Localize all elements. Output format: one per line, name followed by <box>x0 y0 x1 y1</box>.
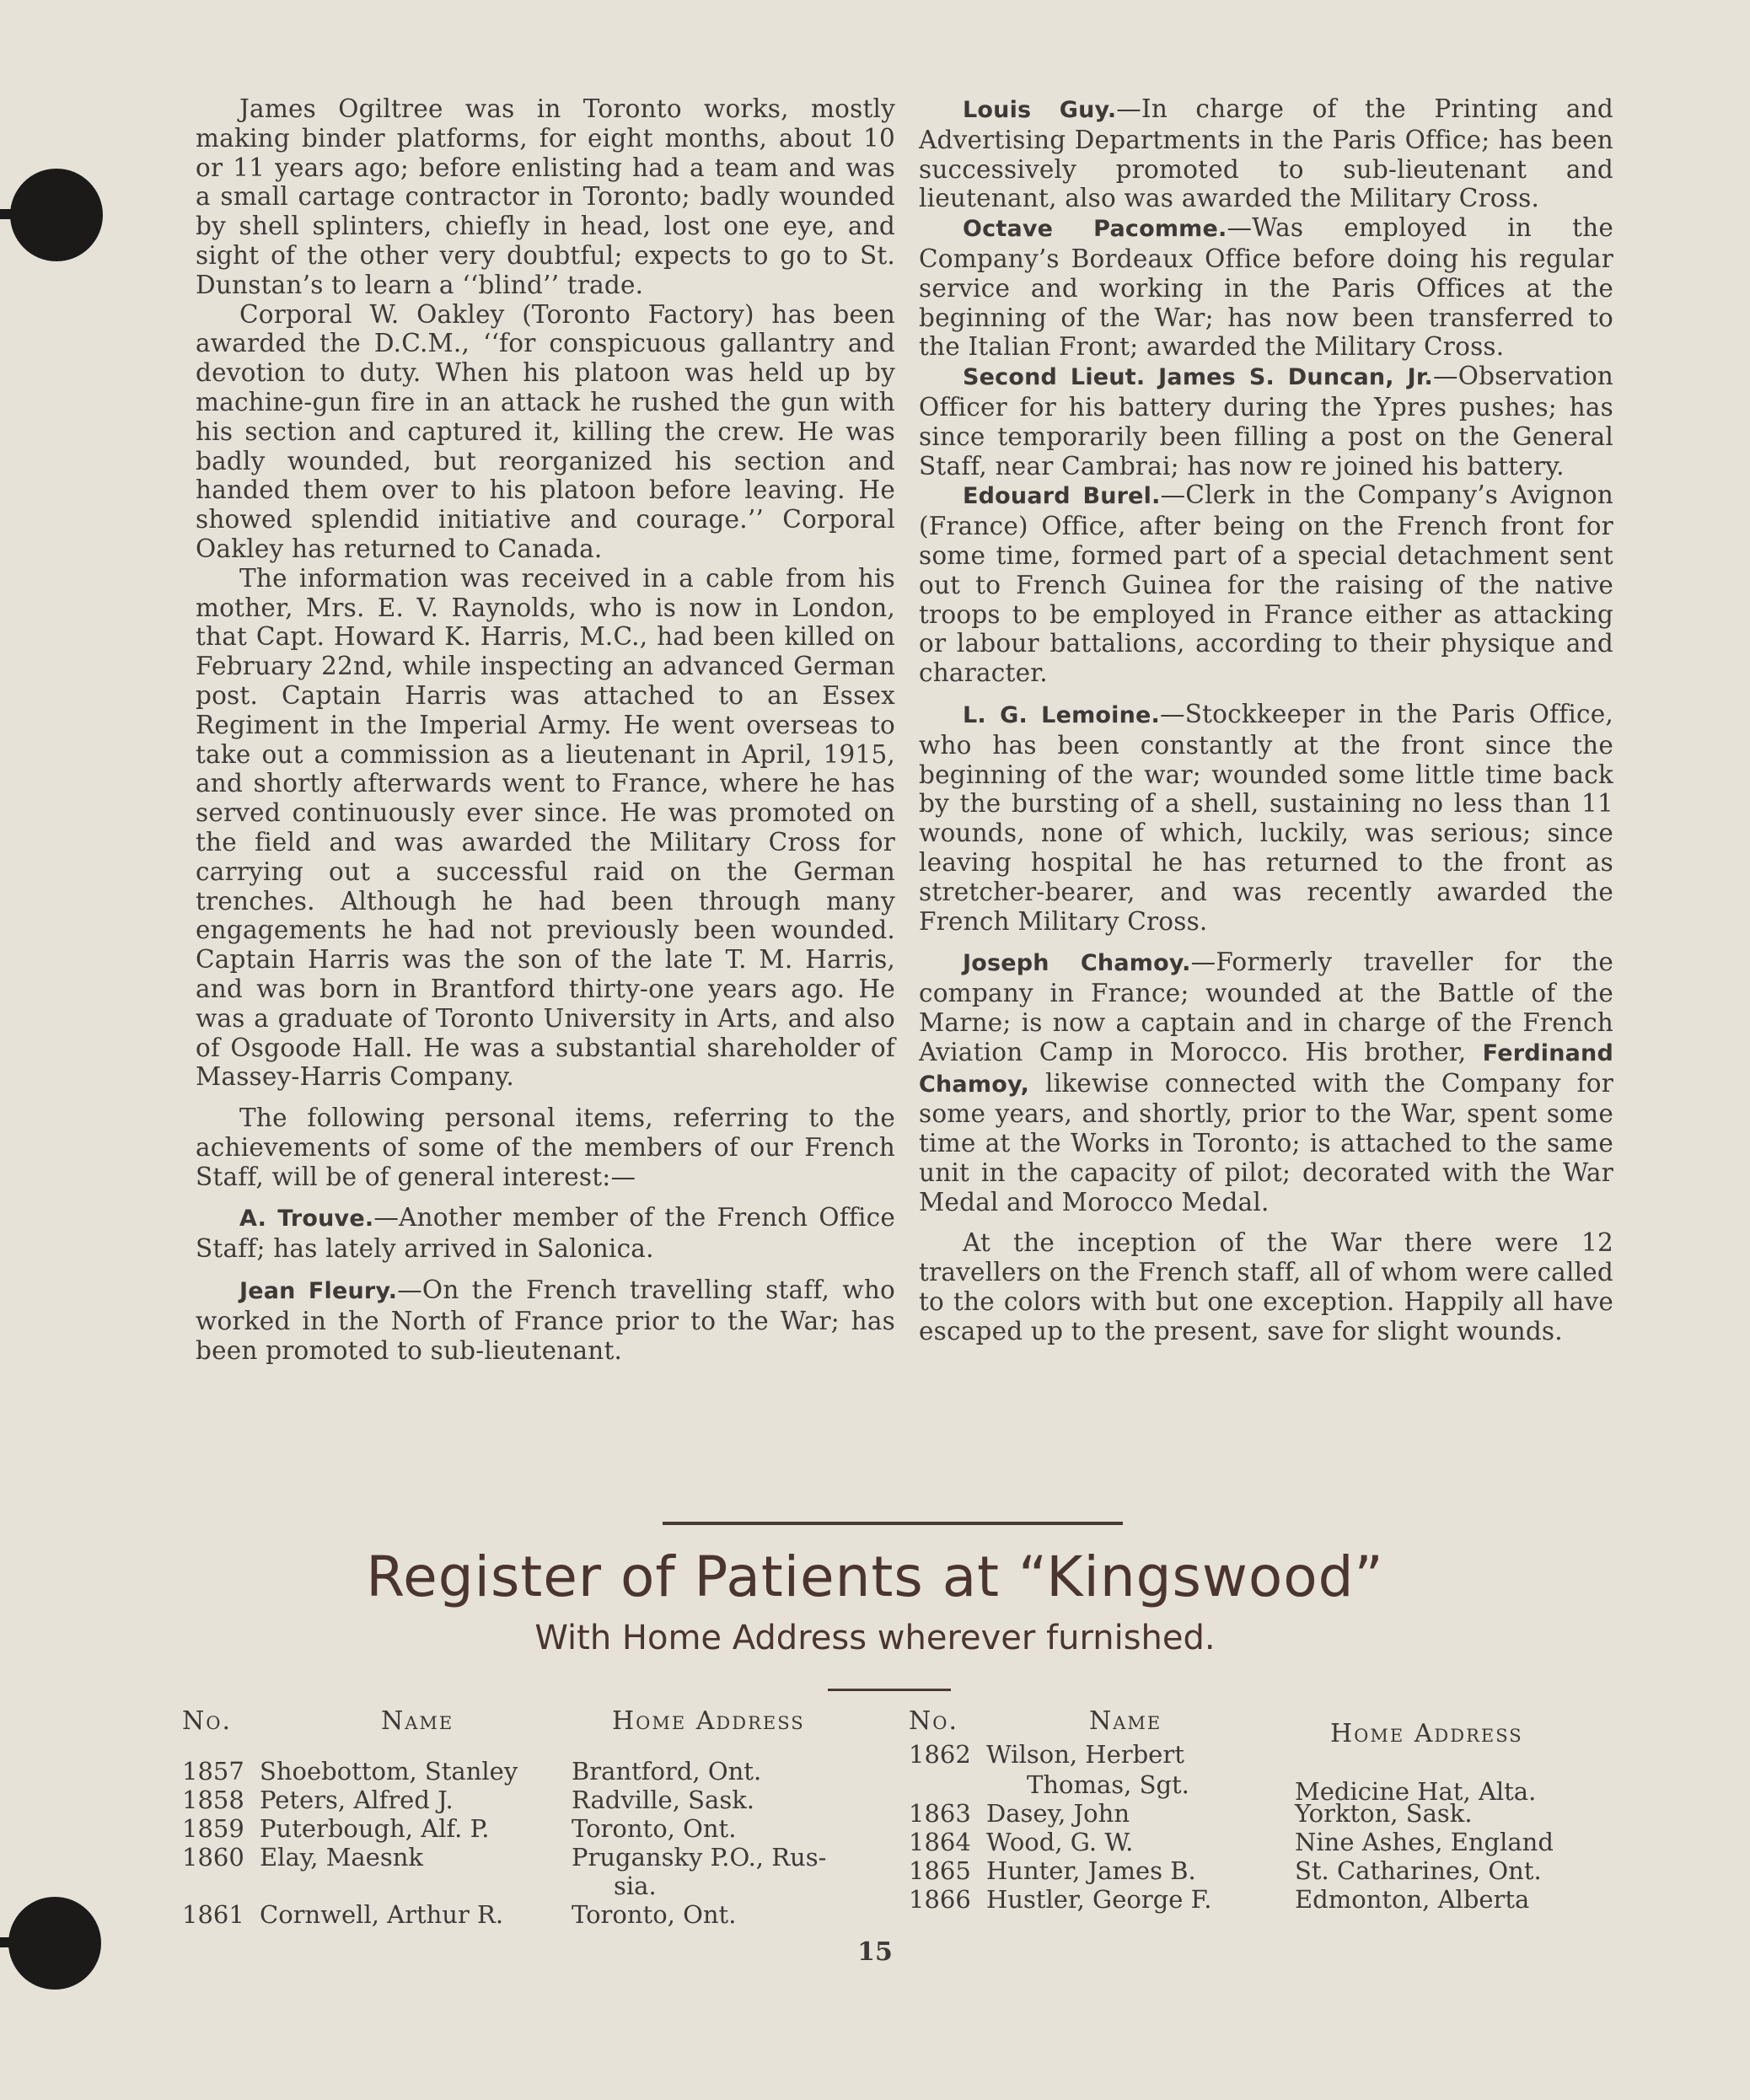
table-row-continued <box>909 1770 1608 1806</box>
person-name: Louis Guy. <box>963 97 1117 123</box>
item-fleury <box>196 1276 895 1365</box>
header-name: Name <box>1089 1706 1162 1736</box>
person-name-secondary: Ferdinand Chamoy, <box>919 1039 1613 1098</box>
table-row <box>182 1901 856 1930</box>
item-text: —Formerly traveller for the company in France; wounded at the Battle of the Marne; is now a captain and in charge of the French Aviation Camp in Morocco. His brother, <box>919 948 1613 1066</box>
right-column <box>919 94 1613 1346</box>
header-address: Home Address <box>612 1706 805 1736</box>
item-text: —Clerk in the Company’s Avignon (France) Office, after being on the French front for some time, formed part of a special detachment sent out to French Guinea for the raising of the native troops to be employed in France either as attacking or labour battalions, according to their physique and character. <box>919 481 1613 688</box>
patient-address-continued: sia. <box>614 1872 657 1900</box>
item-pacomme <box>919 213 1613 362</box>
paragraph-ogiltree: James Ogiltree was in Toronto works, mostly making binder platforms, for eight months, about 10 or 11 years ago; before enlisting had a team and was a small cartage contractor in Toronto; badly wounded by shell splinters, chiefly in head, lost one eye, and sight of the other very doubtful; expects to go to St. Dunstan’s to learn a ‘‘blind’’ trade. <box>196 94 895 299</box>
patient-name-continued: Thomas, Sgt. <box>1027 1770 1189 1799</box>
register-table-right <box>909 1706 1608 1915</box>
table-header <box>182 1707 856 1758</box>
patient-name: Hustler, George F. <box>986 1885 1212 1914</box>
item-lemoine <box>919 700 1613 936</box>
patient-no: 1857 <box>182 1757 244 1786</box>
table-header <box>909 1706 1608 1748</box>
person-name: A. Trouve. <box>239 1206 374 1233</box>
item-guy <box>919 94 1613 213</box>
item-chamoy <box>919 948 1613 1216</box>
patient-name: Wilson, Herbert <box>986 1740 1184 1769</box>
subtitle-divider <box>828 1689 951 1691</box>
item-burel <box>919 481 1613 688</box>
person-name: Second Lieut. James S. Duncan, Jr. <box>963 364 1434 391</box>
register-table-left <box>182 1707 856 1930</box>
item-text: —In charge of the Printing and Advertising Departments in the Paris Office; has been successively promoted to sub-lieutenant and lieutenant, also was awarded the Military Cross. <box>919 94 1613 213</box>
patient-address: Yorkton, Sask. <box>1295 1799 1473 1828</box>
patient-no: 1862 <box>909 1740 971 1769</box>
patient-address: Radville, Sask. <box>572 1786 754 1814</box>
person-name: Edouard Burel. <box>963 483 1161 510</box>
patient-name: Elay, Maesnk <box>260 1843 423 1872</box>
item-trouve <box>196 1203 895 1264</box>
patient-name: Dasey, John <box>986 1799 1130 1828</box>
patient-address: Toronto, Ont. <box>572 1900 737 1929</box>
patient-address: Brantford, Ont. <box>572 1757 762 1786</box>
section-divider <box>663 1522 1123 1525</box>
patient-address: Toronto, Ont. <box>572 1814 737 1843</box>
person-name: Joseph Chamoy. <box>963 950 1191 977</box>
page-number: 15 <box>857 1937 893 1967</box>
item-text: —Stockkeeper in the Paris Office, who has been constantly at the front since the beginning of the war; wounded some little time back by the bursting of a shell, sustaining no less than 11 wounds, none of which, luckily, was serious; since leaving hospital he has returned to the front as stretcher-bearer, and was recently awarded the French Military Cross. <box>919 699 1613 936</box>
person-name: L. G. Lemoine. <box>963 701 1161 728</box>
item-text: —Observation Officer for his battery during the Ypres pushes; has since temporarily been filling a post on the General Staff, near Cambrai; has now re joined his battery. <box>919 362 1613 481</box>
paragraph-oakley: Corporal W. Oakley (Toronto Factory) has been awarded the D.C.M., ‘‘for conspicuous gallantry and devotion to duty. When his platoon was held up by machine-gun fire in an attack he rushed the gun with his section and captured it, killing the crew. He was badly wounded, but reorganized his section and handed them over to his platoon before leaving. He showed splendid initiative and courage.’’ Corporal Oakley has returned to Canada. <box>196 299 895 563</box>
table-row <box>182 1815 856 1844</box>
table-row <box>909 1829 1608 1857</box>
table-row-continued <box>182 1872 856 1901</box>
patient-address: Nine Ashes, England <box>1295 1828 1554 1856</box>
table-row <box>182 1844 856 1872</box>
patient-name: Puterbough, Alf. P. <box>260 1814 490 1843</box>
patient-no: 1859 <box>182 1814 244 1843</box>
table-row <box>182 1786 856 1815</box>
header-address: Home Address <box>1330 1719 1523 1748</box>
patient-no: 1866 <box>909 1885 971 1914</box>
item-text: —On the French travelling staff, who worked in the North of France prior to the War; has been promoted to sub-lieutenant. <box>196 1276 895 1365</box>
table-row <box>909 1886 1608 1915</box>
patient-address: Prugansky P.O., Rus- <box>572 1843 827 1872</box>
header-no: No. <box>182 1706 233 1736</box>
table-row <box>909 1800 1608 1829</box>
header-name: Name <box>381 1706 454 1736</box>
register-subtitle: With Home Address wherever furnished. <box>534 1619 1216 1657</box>
patient-no: 1858 <box>182 1786 244 1814</box>
patient-name: Hunter, James B. <box>986 1856 1196 1885</box>
patient-no: 1861 <box>182 1900 244 1929</box>
table-row <box>182 1758 856 1786</box>
patient-address: Edmonton, Alberta <box>1295 1885 1530 1914</box>
person-name: Octave Pacomme. <box>963 216 1227 243</box>
paragraph-travellers: At the inception of the War there were 12 travellers on the French staff, all of whom were called to the colors with but one exception. Happily all have escaped up to the present, save for slight wounds. <box>919 1228 1613 1345</box>
item-duncan <box>919 362 1613 481</box>
table-row <box>909 1857 1608 1886</box>
patient-name: Shoebottom, Stanley <box>260 1757 518 1786</box>
patient-address: St. Catharines, Ont. <box>1295 1856 1542 1885</box>
patient-no: 1865 <box>909 1856 971 1885</box>
patient-name: Wood, G. W. <box>986 1828 1134 1856</box>
paragraph-harris: The information was received in a cable from his mother, Mrs. E. V. Raynolds, who is now in London, that Capt. Howard K. Harris, M.C., had been killed on February 22nd, while inspecting an advanced German post. Captain Harris was attached to an Essex Regiment in the Imperial Army. He went overseas to take out a commission as a lieutenant in April, 1915, and shortly afterwards went to France, where he has served continuously ever since. He was promoted on the field and was awarded the Military Cross for carrying out a successful raid on the German trenches. Although he had been through many engagements he had not previously been wounded. Captain Harris was the son of the late T. M. Harris, and was born in Brantford thirty-one years ago. He was a graduate of Toronto University in Arts, and also of Osgoode Hall. He was a substantial shareholder of Massey-Harris Company. <box>196 563 895 1092</box>
item-text: —Another member of the French Office Staff; has lately arrived in Salonica. <box>196 1203 896 1264</box>
left-column <box>196 94 895 1365</box>
patient-address: Medicine Hat, Alta. <box>1295 1777 1537 1806</box>
person-name: Jean Fleury. <box>239 1278 398 1305</box>
binder-hole-top <box>10 169 103 261</box>
item-text: likewise connected with the Company for some years, and shortly, prior to the War, spent some time at the Works in Toronto; is attached to the same unit in the capacity of pilot; decorated with the War Medal and Morocco Medal. <box>919 1068 1613 1216</box>
patient-no: 1863 <box>909 1799 971 1828</box>
patient-name: Peters, Alfred J. <box>260 1786 454 1814</box>
patient-no: 1860 <box>182 1843 244 1872</box>
patient-name: Cornwell, Arthur R. <box>260 1900 504 1929</box>
header-no: No. <box>909 1706 959 1736</box>
table-row <box>909 1741 1608 1771</box>
paragraph-french-staff-intro: The following personal items, referring to the achievements of some of the members of our French Staff, will be of general interest:— <box>196 1104 895 1191</box>
patient-no: 1864 <box>909 1828 971 1856</box>
item-text: —Was employed in the Company’s Bordeaux Office before doing his regular service and working in the Paris Offices at the beginning of the War; has now been transferred to the Italian Front; awarded the Military Cross. <box>919 213 1613 362</box>
register-title: Register of Patients at “Kingswood” <box>366 1544 1384 1609</box>
